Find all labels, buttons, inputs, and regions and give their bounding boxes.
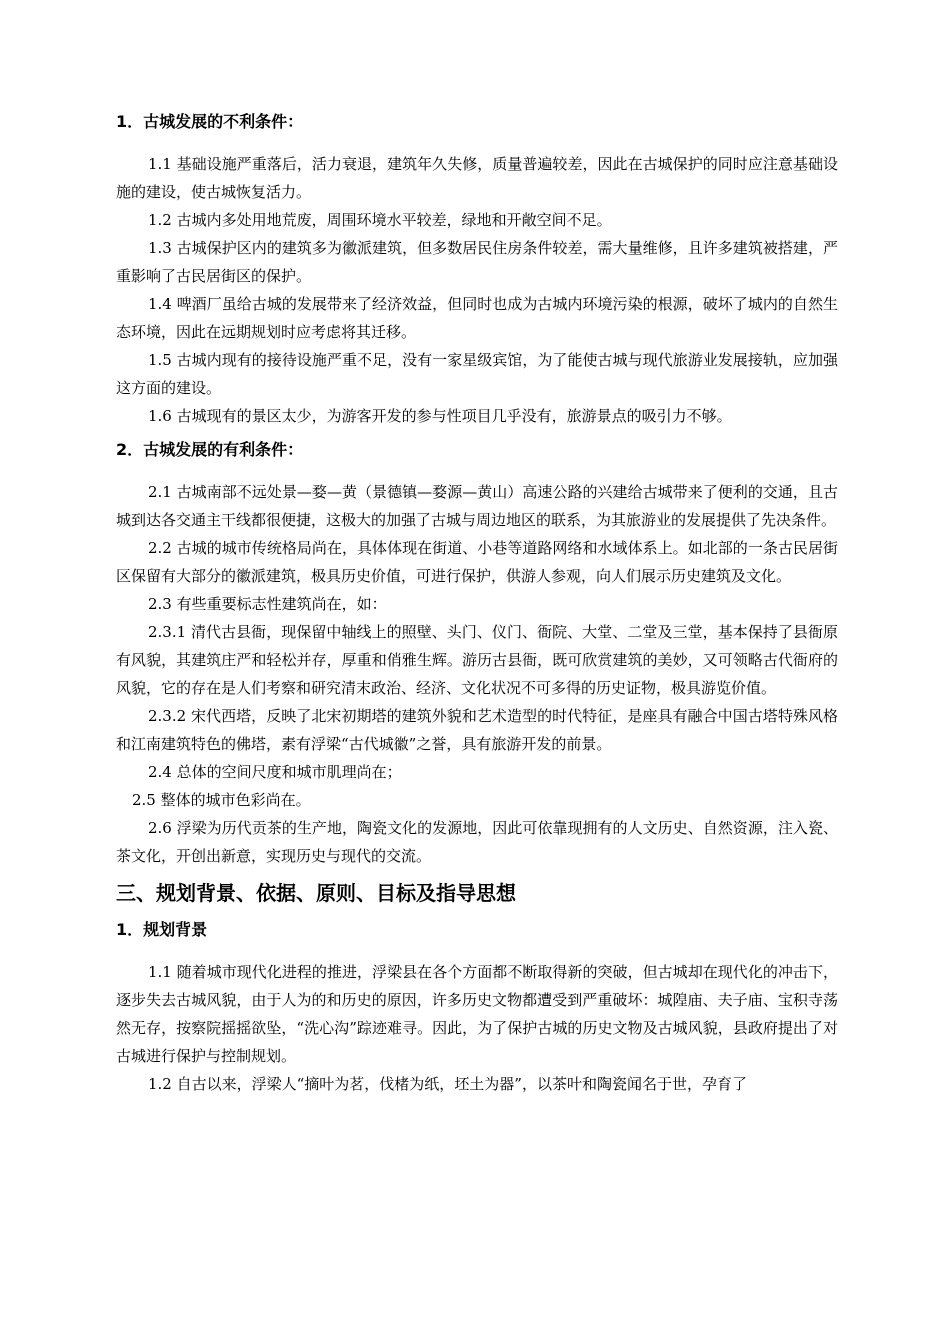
paragraph-2-2: 2.2 古城的城市传统格局尚在，具体体现在街道、小巷等道路网络和水域体系上。如北部的一条古民居街区保留有大部分的徽派建筑，极具历史价值，可进行保护，供游人参观，向人们展示历史建筑及文化。: [116, 539, 838, 585]
paragraph-1-6: 1.6 古城现有的景区太少，为游客开发的参与性项目几乎没有，旅游景点的吸引力不够。: [148, 407, 732, 425]
paragraph-1-4: 1.4 啤酒厂虽给古城的发展带来了经济效益，但同时也成为古城内环境污染的根源，破坏了城内的自然生态环境，因此在远期规划时应考虑将其迁移。: [116, 295, 838, 341]
paragraph-2-5: 2.5 整体的城市色彩尚在。: [132, 791, 311, 809]
paragraph-2-3-1: 2.3.1 清代古县衙，现保留中轴线上的照壁、头门、仪门、衙院、大堂、二堂及三堂，基本保持了县衙原有风貌，其建筑庄严和轻松并存，厚重和俏雅生辉。游历古县衙，既可欣赏建筑的美妙，又可领略古代衙府的风貌，它的存在是人们考察和研究清末政治、经济、文化状况不可多得的历史证物，极具游览价值。: [116, 623, 838, 697]
paragraph-2-1: 2.1 古城南部不远处景—婺—黄（景德镇—婺源—黄山）高速公路的兴建给古城带来了便利的交通，且古城到达各交通主干线都很便捷，这极大的加强了古城与周边地区的联系，为其旅游业的发展提供了先决条件。: [116, 483, 838, 529]
paragraph-1-3: 1.3 古城保护区内的建筑多为徽派建筑，但多数居民住房条件较差，需大量维修，且许多建筑被搭建，严重影响了古民居街区的保护。: [116, 239, 838, 285]
heading-planning-background: 1．规划背景: [116, 920, 208, 939]
paragraph-1-2: 1.2 古城内多处用地荒废，周围环境水平较差，绿地和开敞空间不足。: [148, 211, 612, 229]
heading-planning-background-chapter: 三、规划背景、依据、原则、目标及指导思想: [116, 881, 516, 905]
paragraph-3-1-1: 1.1 随着城市现代化进程的推进，浮梁县在各个方面都不断取得新的突破，但古城却在现代化的冲击下，逐步失去古城风貌，由于人为的和历史的原因，许多历史文物都遭受到严重破坏：城隍庙、夫子庙、宝积寺荡然无存，按察院摇摇欲坠，“洗心沟”踪迹难寻。因此，为了保护古城的历史文物及古城风貌，县政府提出了对古城进行保护与控制规划。: [116, 963, 838, 1065]
paragraph-1-5: 1.5 古城内现有的接待设施严重不足，没有一家星级宾馆，为了能使古城与现代旅游业发展接轨，应加强这方面的建设。: [116, 351, 838, 397]
paragraph-2-3: 2.3 有些重要标志性建筑尚在，如：: [148, 595, 387, 613]
paragraph-3-1-2: 1.2 自古以来，浮梁人“摘叶为茗，伐楮为纸，坯土为器”，以茶叶和陶瓷闻名于世，孕育了: [148, 1075, 747, 1093]
paragraph-2-6: 2.6 浮梁为历代贡茶的生产地，陶瓷文化的发源地，因此可依靠现拥有的人文历史、自然资源，注入瓷、茶文化，开创出新意，实现历史与现代的交流。: [116, 819, 838, 865]
paragraph-2-3-2: 2.3.2 宋代西塔，反映了北宋初期塔的建筑外貌和艺术造型的时代特征，是座具有融合中国古塔特殊风格和江南建筑特色的佛塔，素有浮梁“古代城徽”之誉，具有旅游开发的前景。: [116, 707, 838, 753]
heading-favorable-conditions: 2．古城发展的有利条件：: [116, 440, 304, 459]
paragraph-1-1: 1.1 基础设施严重落后，活力衰退，建筑年久失修，质量普遍较差，因此在古城保护的同时应注意基础设施的建设，使古城恢复活力。: [116, 155, 838, 201]
paragraph-2-4: 2.4 总体的空间尺度和城市肌理尚在；: [148, 763, 402, 781]
heading-unfavorable-conditions: 1．古城发展的不利条件：: [116, 112, 304, 131]
